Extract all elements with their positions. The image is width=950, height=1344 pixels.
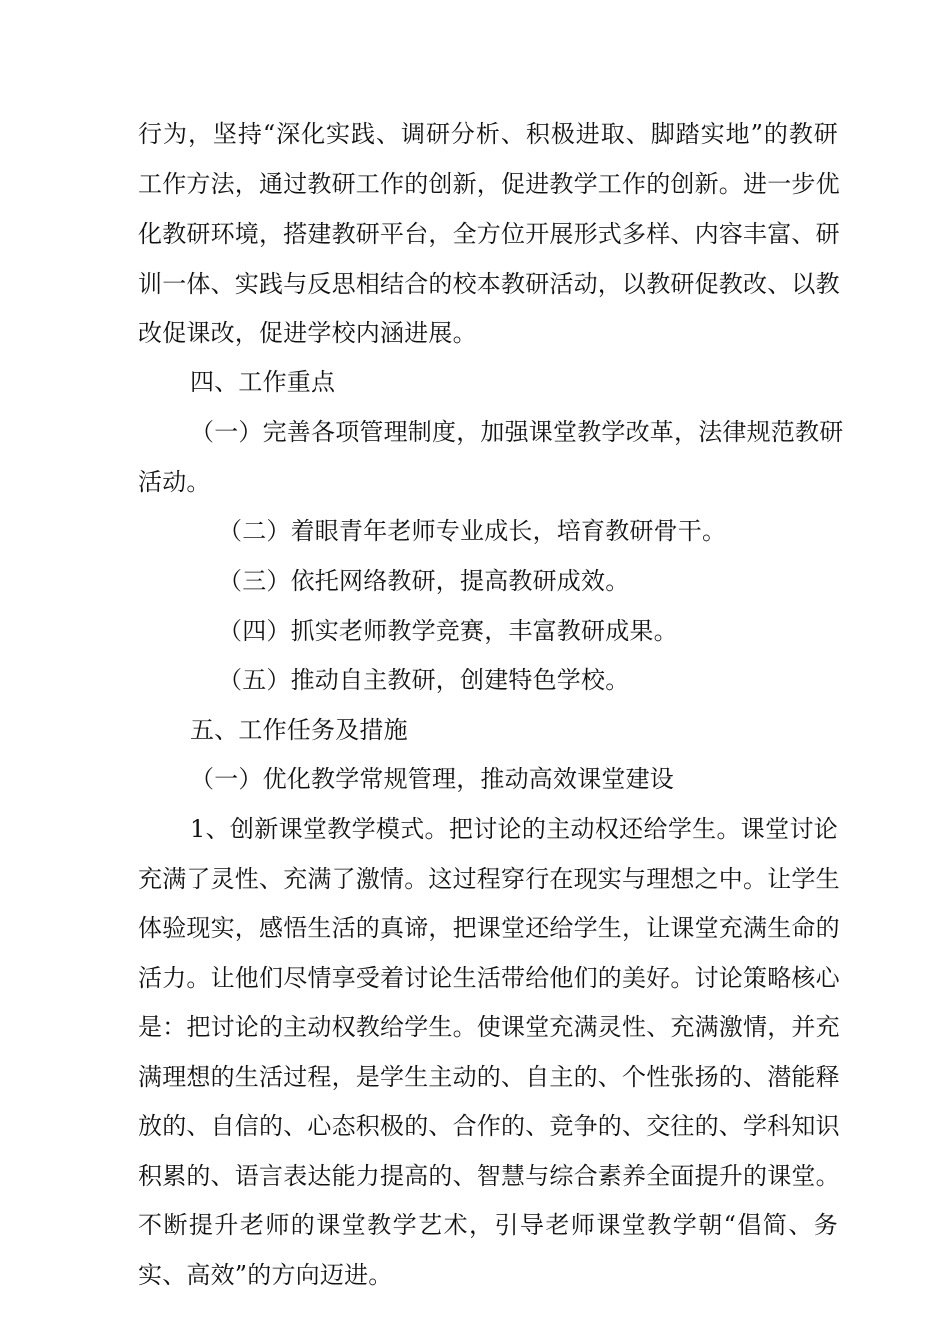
paragraph-line: 训一体、实践与反思相结合的校本教研活动，以教研促教改、以教 <box>138 270 840 298</box>
paragraph-line: 充满了灵性、充满了激情。这过程穿行在现实与理想之中。让学生 <box>138 865 840 893</box>
paragraph-line: （一）完善各项管理制度，加强课堂教学改革，法律规范教研 <box>190 418 844 446</box>
paragraph-line: 活动。 <box>138 468 211 496</box>
paragraph-line: 是：把讨论的主动权教给学生。使课堂充满灵性、充满激情，并充 <box>138 1013 840 1041</box>
paragraph-line: 行为，坚持“深化实践、调研分析、积极进取、脚踏实地”的教研 <box>138 120 838 148</box>
list-item: （四）抓实老师教学竞赛，丰富教研成果。 <box>218 617 678 645</box>
section-heading: 四、工作重点 <box>190 368 336 396</box>
paragraph-line: 活力。让他们尽情享受着讨论生活带给他们的美好。讨论策略核心 <box>138 964 840 992</box>
list-item: （二）着眼青年老师专业成长，培育教研骨干。 <box>218 517 727 545</box>
paragraph-line: 放的、自信的、心态积极的、合作的、竞争的、交往的、学科知识 <box>138 1112 840 1140</box>
paragraph-line: 实、高效”的方向迈进。 <box>138 1261 393 1289</box>
section-heading: 五、工作任务及措施 <box>190 716 408 744</box>
paragraph-line: 满理想的生活过程，是学生主动的、自主的、个性张扬的、潜能释 <box>138 1063 840 1091</box>
paragraph-line: 工作方法，通过教研工作的创新，促进教学工作的创新。进一步优 <box>138 170 840 198</box>
paragraph-line: 体验现实，感悟生活的真谛，把课堂还给学生，让课堂充满生命的 <box>138 914 840 942</box>
paragraph-line: 1、创新课堂教学模式。把讨论的主动权还给学生。课堂讨论 <box>190 815 838 843</box>
paragraph-line: 不断提升老师的课堂教学艺术，引导老师课堂教学朝“倡简、务 <box>138 1211 838 1239</box>
paragraph-line: 积累的、语言表达能力提高的、智慧与综合素养全面提升的课堂。 <box>138 1162 840 1190</box>
list-item: （五）推动自主教研，创建特色学校。 <box>218 666 630 694</box>
paragraph-line: 改促课改，促进学校内涵进展。 <box>138 319 477 347</box>
paragraph-line: 化教研环境，搭建教研平台，全方位开展形式多样、内容丰富、研 <box>138 220 840 248</box>
subsection-heading: （一）优化教学常规管理，推动高效课堂建设 <box>190 765 674 793</box>
list-item: （三）依托网络教研，提高教研成效。 <box>218 567 630 595</box>
